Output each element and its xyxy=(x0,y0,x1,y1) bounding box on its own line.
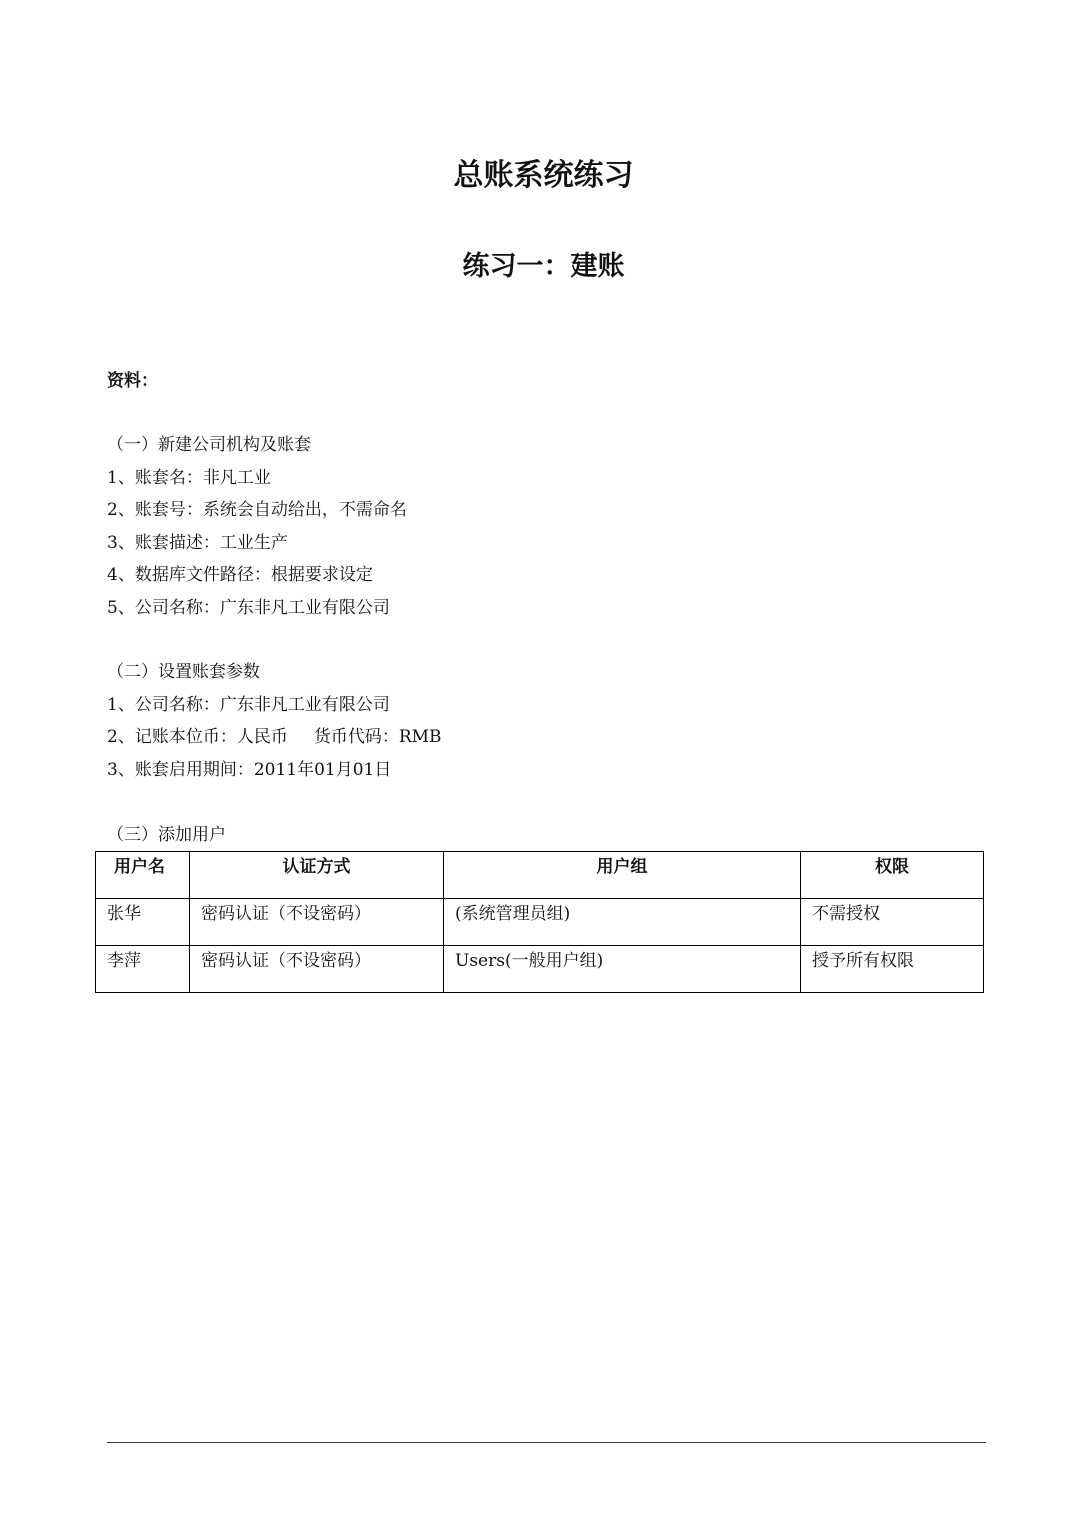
page-subtitle: 练习一：建账 xyxy=(462,251,625,282)
currency-code: 货币代码：RMB xyxy=(313,727,442,747)
table-row xyxy=(96,899,984,946)
list-item: 3、账套启用期间：2011年01月01日 xyxy=(107,759,392,780)
table-cell: 不需授权 xyxy=(801,899,984,946)
table-cell: Users(一般用户组) xyxy=(444,946,801,993)
section-new-company xyxy=(107,429,987,624)
table-cell: 张华 xyxy=(96,899,190,946)
section-heading: （一）新建公司机构及账套 xyxy=(107,435,311,455)
materials-label: 资料： xyxy=(107,371,158,391)
table-cell: (系统管理员组) xyxy=(444,899,801,946)
list-item: 1、公司名称：广东非凡工业有限公司 xyxy=(107,694,390,715)
table-header-row xyxy=(96,852,984,899)
column-header-auth: 认证方式 xyxy=(190,852,444,899)
section-heading: （三）添加用户 xyxy=(107,825,226,845)
section-account-params xyxy=(107,656,987,786)
list-item: 4、数据库文件路径：根据要求设定 xyxy=(107,565,373,585)
table-cell: 密码认证（不设密码） xyxy=(190,899,444,946)
column-header-username: 用户名 xyxy=(96,852,190,899)
section-add-users xyxy=(107,819,987,852)
list-item: 2、账套号：系统会自动给出，不需命名 xyxy=(107,500,407,520)
users-table xyxy=(95,851,984,993)
section-heading: （二）设置账套参数 xyxy=(107,662,260,682)
column-header-group: 用户组 xyxy=(444,852,801,899)
table-cell: 李萍 xyxy=(96,946,190,993)
list-item: 3、账套描述：工业生产 xyxy=(107,532,288,553)
footer-divider xyxy=(107,1442,986,1443)
page-title: 总账系统练习 xyxy=(453,158,634,193)
currency-label: 2、记账本位币：人民币 xyxy=(107,727,288,747)
table-cell: 授予所有权限 xyxy=(801,946,984,993)
list-item: 5、公司名称：广东非凡工业有限公司 xyxy=(107,597,390,618)
column-header-permission: 权限 xyxy=(801,852,984,899)
list-item xyxy=(107,721,987,754)
list-item: 1、账套名：非凡工业 xyxy=(107,467,271,488)
table-row xyxy=(96,946,984,993)
table-cell: 密码认证（不设密码） xyxy=(190,946,444,993)
